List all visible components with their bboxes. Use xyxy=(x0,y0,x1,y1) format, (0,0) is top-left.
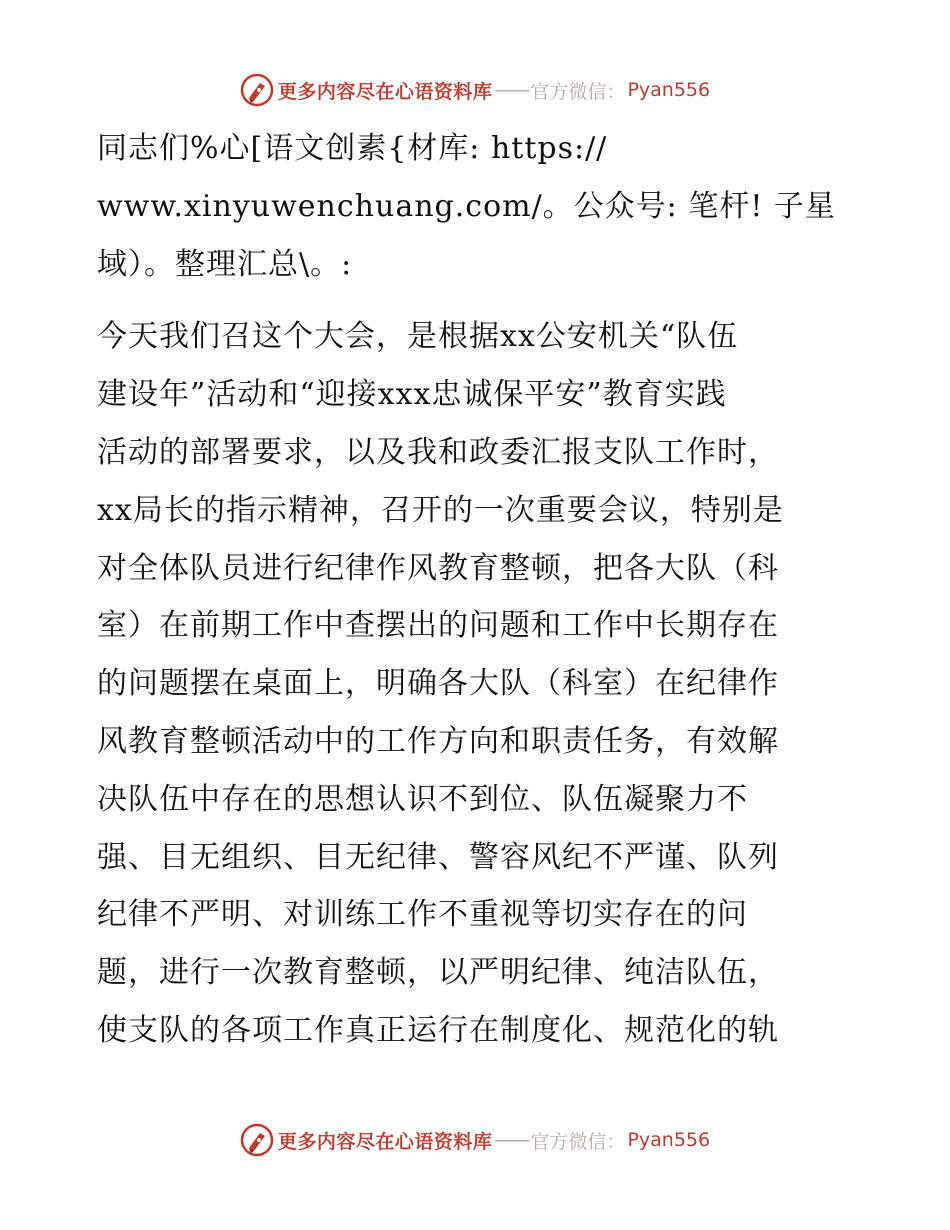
document-body xyxy=(97,120,857,1060)
banner-brand-text: 更多内容尽在心语资料库 xyxy=(277,1130,493,1153)
text-line: 建设年”活动和“迎接xxx忠诚保平安”教育实践 xyxy=(97,377,727,413)
banner-official-label: 官方微信： xyxy=(530,1130,626,1153)
header-banner xyxy=(0,70,950,110)
paragraph-main xyxy=(97,308,857,1059)
banner-wechat-id: Pyan556 xyxy=(627,79,711,101)
text-line: 决队伍中存在的思想认识不到位、队伍凝聚力不 xyxy=(97,781,748,817)
text-line: 活动的部署要求，以及我和政委汇报支队工作时， xyxy=(97,434,779,470)
text-line: 今天我们召这个大会，是根据xx公安机关“队伍 xyxy=(97,319,739,355)
banner-dash: —— xyxy=(494,79,529,101)
pen-nib-logo-icon xyxy=(240,73,274,107)
text-line: 域）。整理汇总\。: xyxy=(97,246,353,282)
banner-official-label: 官方微信： xyxy=(530,80,626,103)
banner-wechat-id: Pyan556 xyxy=(627,1129,711,1151)
paragraph-intro xyxy=(97,120,857,293)
footer-banner xyxy=(0,1120,950,1160)
text-line: 对全体队员进行纪律作风教育整顿，把各大队（科 xyxy=(97,550,779,586)
text-line: 强、目无组织、目无纪律、警容风纪不严谨、队列 xyxy=(97,839,779,875)
text-line: 同志们%心[语文创素{材库: https:// xyxy=(97,131,608,166)
pen-nib-logo-icon xyxy=(240,1123,274,1157)
text-line: 室）在前期工作中查摆出的问题和工作中长期存在 xyxy=(97,608,779,644)
banner-brand-text: 更多内容尽在心语资料库 xyxy=(277,80,493,103)
text-line: 纪律不严明、对训练工作不重视等切实存在的问 xyxy=(97,897,748,933)
banner-dash: —— xyxy=(494,1129,529,1151)
text-line: 风教育整顿活动中的工作方向和职责任务，有效解 xyxy=(97,723,779,759)
text-line: www.xinyuwenchuang.com/。公众号: 笔杆! 子星 xyxy=(97,188,836,224)
text-line: xx局长的指示精神，召开的一次重要会议，特别是 xyxy=(97,492,784,528)
text-line: 使支队的各项工作真正运行在制度化、规范化的轨 xyxy=(97,1012,779,1048)
text-line: 题，进行一次教育整顿，以严明纪律、纯洁队伍， xyxy=(97,955,779,991)
text-line: 的问题摆在桌面上，明确各大队（科室）在纪律作 xyxy=(97,666,779,702)
